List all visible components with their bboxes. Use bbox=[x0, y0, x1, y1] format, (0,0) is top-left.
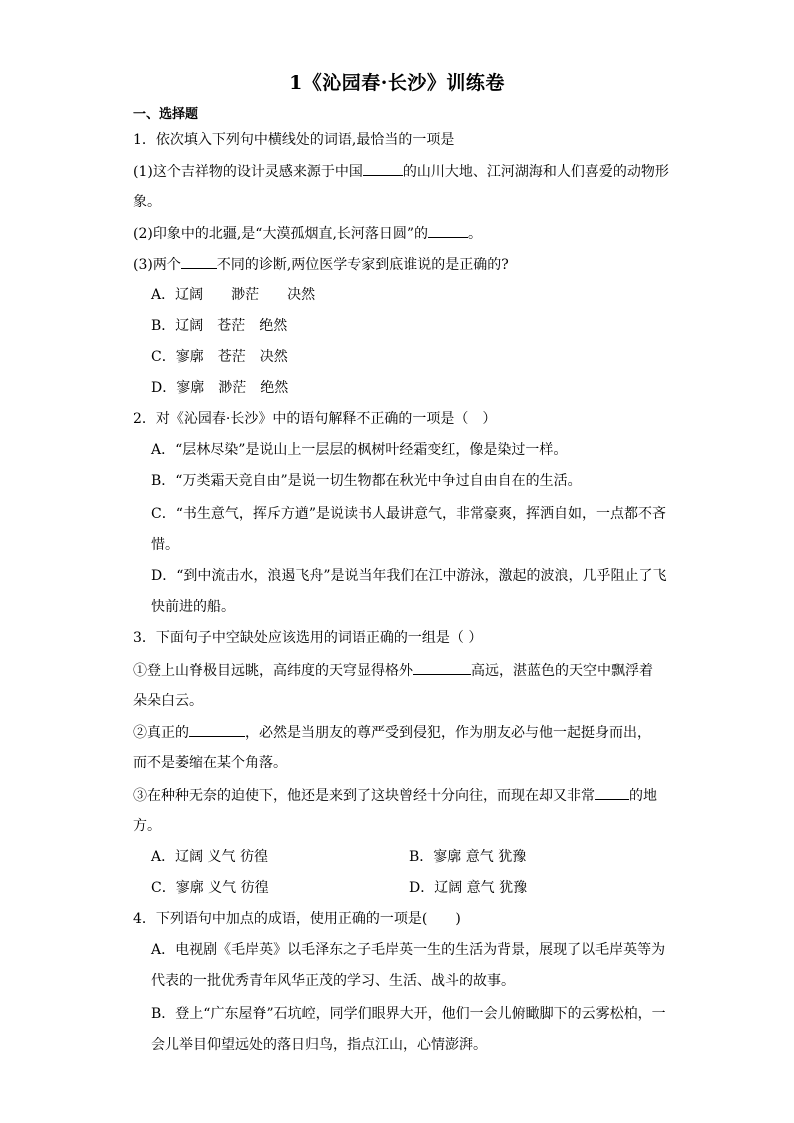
q4-option-b-cont: 会儿举目仰望远处的落日归鸟，指点江山，心情澎湃。 bbox=[151, 1037, 487, 1053]
q1-sentence-3 bbox=[133, 254, 509, 275]
q3-sentence-1 bbox=[133, 660, 653, 681]
q2-option-c-cont: 惜。 bbox=[151, 537, 179, 553]
q3-option-c[interactable]: C．寥廓 义气 彷徨 bbox=[151, 880, 269, 896]
q1-s2-blank bbox=[428, 223, 468, 238]
q3-s3-text-a: ③在种种无奈的迫使下，他还是来到了这块曾经十分向往，而现在却又非常 bbox=[133, 788, 595, 804]
q2-option-d[interactable]: D．“到中流击水，浪遏飞舟”是说当年我们在江中游泳，激起的波浪，几乎阻止了飞 bbox=[151, 568, 667, 584]
q3-option-a[interactable]: A．辽阔 义气 彷徨 bbox=[151, 849, 269, 865]
q2-option-b[interactable]: B．“万类霜天竞自由”是说一切生物都在秋光中争过自由自在的生活。 bbox=[151, 473, 582, 489]
q2-option-c[interactable]: C．“书生意气，挥斥方遒”是说读书人最讲意气，非常豪爽，挥洒自如，一点都不吝 bbox=[151, 506, 667, 522]
q4-option-b[interactable]: B．登上“广东屋脊”石坑崆，同学们眼界大开，他们一会儿俯瞰脚下的云雾松柏，一 bbox=[151, 1006, 666, 1022]
q3-option-d[interactable]: D．辽阔 意气 犹豫 bbox=[409, 880, 528, 896]
q3-s1-blank bbox=[413, 660, 471, 675]
q1-stem: 1．依次填入下列句中横线处的词语,最恰当的一项是 bbox=[133, 132, 455, 148]
q1-sentence-2 bbox=[133, 223, 482, 244]
q1-sentence-1 bbox=[133, 161, 669, 182]
q1-s2-text-b: 。 bbox=[468, 226, 483, 242]
q2-option-a[interactable]: A．“层林尽染”是说山上一层层的枫树叶经霜变红，像是染过一样。 bbox=[151, 442, 568, 458]
q3-s2-blank bbox=[189, 722, 245, 737]
q3-stem: 3．下面句子中空缺处应该选用的词语正确的一组是（ ） bbox=[133, 630, 483, 646]
q1-s1-text-a: (1)这个吉祥物的设计灵感来源于中国 bbox=[133, 164, 363, 180]
q1-s3-blank bbox=[181, 254, 217, 269]
q3-s3-blank bbox=[595, 785, 629, 800]
q1-s3-text-a: (3)两个 bbox=[133, 257, 181, 273]
q3-sentence-3-cont: 方。 bbox=[133, 818, 161, 834]
q3-option-b[interactable]: B．寥廓 意气 犹豫 bbox=[409, 849, 527, 865]
q1-option-b[interactable]: B．辽阔 苍茫 绝然 bbox=[151, 318, 288, 334]
q1-s1-blank bbox=[363, 161, 403, 176]
q2-stem: 2．对《沁园春·长沙》中的语句解释不正确的一项是（ ） bbox=[133, 411, 497, 427]
q3-sentence-2-cont: 而不是萎缩在某个角落。 bbox=[133, 755, 287, 771]
q4-option-a-cont: 代表的一批优秀青年风华正茂的学习、生活、战斗的故事。 bbox=[151, 973, 515, 989]
q4-option-a[interactable]: A．电视剧《毛岸英》以毛泽东之子毛岸英一生的生活为背景，展现了以毛岸英等为 bbox=[151, 942, 666, 958]
q4-stem: 4．下列语句中加点的成语，使用正确的一项是( ) bbox=[133, 911, 461, 927]
q1-option-c[interactable]: C．寥廓 苍茫 决然 bbox=[151, 349, 288, 365]
q1-option-d[interactable]: D．寥廓 渺茫 绝然 bbox=[151, 380, 289, 396]
q3-sentence-1-cont: 朵朵白云。 bbox=[133, 693, 203, 709]
q3-s2-text-b: ，必然是当朋友的尊严受到侵犯，作为朋友必与他一起挺身而出， bbox=[245, 725, 651, 741]
q1-s3-text-b: 不同的诊断,两位医学专家到底谁说的是正确的? bbox=[216, 257, 509, 273]
q1-s2-text-a: (2)印象中的北疆,是“大漠孤烟直,长河落日圆”的 bbox=[133, 226, 429, 242]
page-title: 1《沁园春·长沙》训练卷 bbox=[289, 72, 505, 94]
q2-option-d-cont: 快前进的船。 bbox=[151, 599, 235, 615]
section-heading: 一、选择题 bbox=[133, 107, 199, 122]
q3-s1-text-a: ①登上山脊极目远眺，高纬度的天穹显得格外 bbox=[133, 663, 413, 679]
q3-s2-text-a: ②真正的 bbox=[133, 725, 189, 741]
q3-s3-text-b: 的地 bbox=[629, 788, 657, 804]
q1-option-a[interactable]: A．辽阔 渺茫 决然 bbox=[151, 287, 316, 303]
q1-s1-text-b: 的山川大地、江河湖海和人们喜爱的动物形 bbox=[402, 164, 669, 180]
q3-s1-text-b: 高远，湛蓝色的天空中飘浮着 bbox=[471, 663, 653, 679]
q3-sentence-2 bbox=[133, 722, 651, 743]
q3-sentence-3 bbox=[133, 785, 657, 806]
q1-sentence-1-cont: 象。 bbox=[133, 194, 161, 210]
